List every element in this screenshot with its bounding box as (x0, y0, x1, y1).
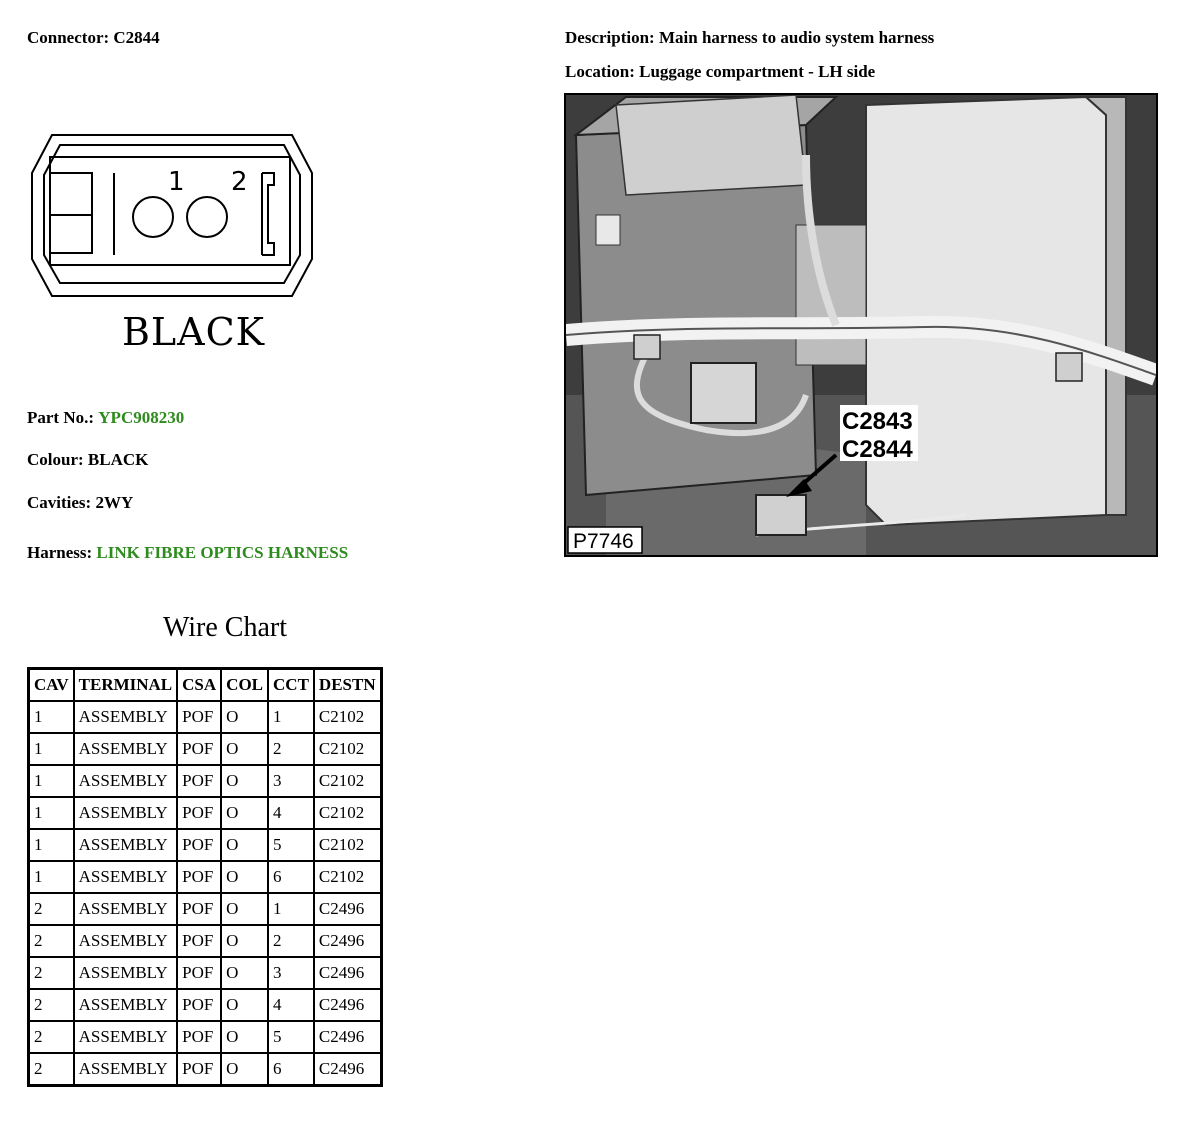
cell-terminal: ASSEMBLY (74, 797, 178, 829)
cell-col: O (221, 733, 268, 765)
colour-field (27, 450, 148, 470)
cell-cct: 3 (268, 957, 314, 989)
column-header-csa: CSA (177, 669, 221, 702)
table-row (29, 893, 382, 925)
cell-cav: 2 (29, 957, 74, 989)
cell-destn: C2496 (314, 925, 381, 957)
description-field (565, 28, 934, 48)
cell-csa: POF (177, 701, 221, 733)
cell-col: O (221, 1053, 268, 1086)
connector-label: Connector: (27, 28, 110, 47)
cell-col: O (221, 1021, 268, 1053)
location-value: Luggage compartment - LH side (639, 62, 876, 81)
cavities-field (27, 493, 133, 513)
cell-terminal: ASSEMBLY (74, 957, 178, 989)
connector-value: C2844 (113, 28, 160, 47)
cell-cav: 1 (29, 797, 74, 829)
cell-terminal: ASSEMBLY (74, 733, 178, 765)
part-number-field (27, 408, 184, 428)
cell-cct: 1 (268, 893, 314, 925)
cell-col: O (221, 765, 268, 797)
callout-c2844: C2844 (842, 436, 913, 463)
wire-chart-table (27, 667, 383, 1087)
cell-csa: POF (177, 797, 221, 829)
cell-cav: 1 (29, 733, 74, 765)
part-number-link[interactable]: YPC908230 (98, 408, 185, 427)
cell-terminal: ASSEMBLY (74, 1053, 178, 1086)
colour-label: Colour: (27, 450, 84, 469)
table-row (29, 1053, 382, 1086)
cell-csa: POF (177, 1021, 221, 1053)
cell-terminal: ASSEMBLY (74, 861, 178, 893)
wire-chart-header-row (29, 669, 382, 702)
cell-cct: 3 (268, 765, 314, 797)
table-row (29, 989, 382, 1021)
wire-chart-body (29, 701, 382, 1086)
cell-col: O (221, 797, 268, 829)
cell-destn: C2102 (314, 765, 381, 797)
cell-col: O (221, 893, 268, 925)
cell-cav: 2 (29, 1021, 74, 1053)
description-label: Description: (565, 28, 655, 47)
cell-terminal: ASSEMBLY (74, 701, 178, 733)
description-value: Main harness to audio system harness (658, 28, 935, 47)
column-header-destn: DESTN (314, 669, 381, 702)
table-row (29, 765, 382, 797)
column-header-cav: CAV (29, 669, 74, 702)
cell-cav: 2 (29, 925, 74, 957)
cell-destn: C2496 (314, 957, 381, 989)
pin-2-label: 2 (231, 167, 248, 197)
cell-csa: POF (177, 861, 221, 893)
table-row (29, 701, 382, 733)
cell-cct: 4 (268, 989, 314, 1021)
cell-terminal: ASSEMBLY (74, 893, 178, 925)
cell-col: O (221, 957, 268, 989)
column-header-terminal: TERMINAL (74, 669, 178, 702)
harness-link[interactable]: LINK FIBRE OPTICS HARNESS (96, 543, 349, 562)
cell-cct: 1 (268, 701, 314, 733)
cell-terminal: ASSEMBLY (74, 989, 178, 1021)
cell-col: O (221, 701, 268, 733)
location-field (565, 62, 875, 82)
cell-destn: C2102 (314, 861, 381, 893)
callout-c2843: C2843 (842, 408, 913, 435)
table-row (29, 829, 382, 861)
cell-terminal: ASSEMBLY (74, 1021, 178, 1053)
cell-destn: C2496 (314, 989, 381, 1021)
table-row (29, 1021, 382, 1053)
diagram-colour-label: BLACK (122, 310, 266, 354)
table-row (29, 925, 382, 957)
cell-terminal: ASSEMBLY (74, 925, 178, 957)
column-header-col: COL (221, 669, 268, 702)
pin-1-label: 1 (168, 167, 185, 197)
cell-cct: 6 (268, 861, 314, 893)
location-photo (564, 93, 1158, 557)
cavity-2-icon (187, 197, 227, 237)
cell-cav: 2 (29, 1053, 74, 1086)
harness-label: Harness: (27, 543, 93, 562)
cell-destn: C2102 (314, 701, 381, 733)
cell-csa: POF (177, 765, 221, 797)
cell-cct: 2 (268, 925, 314, 957)
cell-csa: POF (177, 733, 221, 765)
wire-chart-title: Wire Chart (162, 612, 288, 643)
cell-destn: C2102 (314, 829, 381, 861)
cell-destn: C2102 (314, 733, 381, 765)
cell-cav: 1 (29, 829, 74, 861)
column-header-cct: CCT (268, 669, 314, 702)
cell-terminal: ASSEMBLY (74, 765, 178, 797)
part-number-label: Part No.: (27, 408, 95, 427)
cell-cct: 5 (268, 1021, 314, 1053)
cavities-value: 2WY (95, 493, 134, 512)
table-row (29, 957, 382, 989)
cell-csa: POF (177, 925, 221, 957)
cell-col: O (221, 925, 268, 957)
photo-reference: P7746 (573, 530, 634, 553)
cell-csa: POF (177, 1053, 221, 1086)
cell-destn: C2102 (314, 797, 381, 829)
cell-destn: C2496 (314, 1021, 381, 1053)
table-row (29, 797, 382, 829)
cell-cav: 1 (29, 701, 74, 733)
cell-terminal: ASSEMBLY (74, 829, 178, 861)
cell-destn: C2496 (314, 1053, 381, 1086)
connector-field (27, 28, 160, 48)
cell-col: O (221, 829, 268, 861)
cell-cav: 2 (29, 989, 74, 1021)
cell-csa: POF (177, 829, 221, 861)
cell-cct: 2 (268, 733, 314, 765)
harness-field (27, 543, 348, 563)
cell-cct: 6 (268, 1053, 314, 1086)
cell-col: O (221, 989, 268, 1021)
cell-cct: 5 (268, 829, 314, 861)
cell-cct: 4 (268, 797, 314, 829)
colour-value: BLACK (87, 450, 149, 469)
cell-destn: C2496 (314, 893, 381, 925)
cell-cav: 1 (29, 861, 74, 893)
connector-face-diagram (30, 133, 314, 298)
table-row (29, 733, 382, 765)
cell-csa: POF (177, 957, 221, 989)
cell-csa: POF (177, 989, 221, 1021)
cavities-label: Cavities: (27, 493, 92, 512)
table-row (29, 861, 382, 893)
cell-cav: 1 (29, 765, 74, 797)
location-label: Location: (565, 62, 635, 81)
cell-csa: POF (177, 893, 221, 925)
cell-col: O (221, 861, 268, 893)
cavity-1-icon (133, 197, 173, 237)
cell-cav: 2 (29, 893, 74, 925)
